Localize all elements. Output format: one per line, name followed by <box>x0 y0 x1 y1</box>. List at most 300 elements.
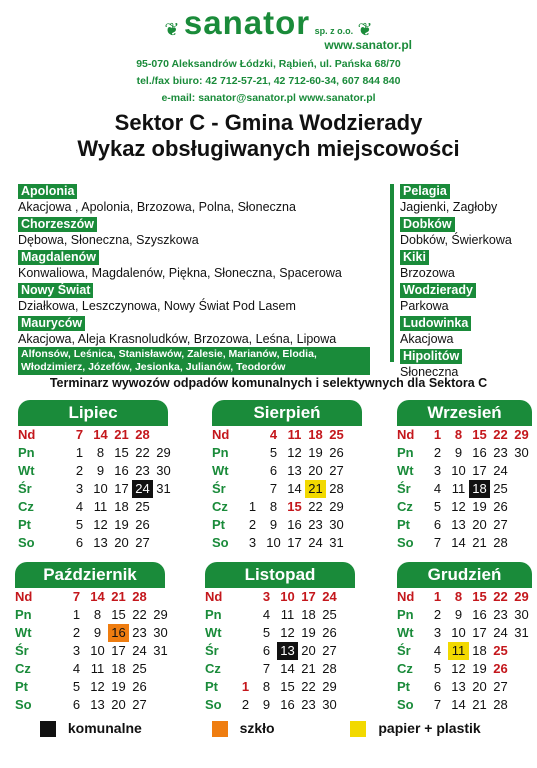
week-row <box>397 462 532 480</box>
day-cell: 1 <box>75 445 84 460</box>
legend-swatch <box>212 721 228 737</box>
day-name: Cz <box>15 661 31 676</box>
week-row <box>15 678 165 696</box>
day-name: Śr <box>212 481 226 496</box>
day-name: Śr <box>15 643 29 658</box>
day-name: Pt <box>397 517 410 532</box>
month-calendar <box>397 562 532 714</box>
legend-label: szkło <box>239 720 275 736</box>
day-cell: 3 <box>433 463 442 478</box>
day-cell: 26 <box>493 661 508 676</box>
day-cell: 22 <box>493 427 508 442</box>
day-name: Śr <box>205 643 219 658</box>
day-cell: 24 <box>132 480 153 498</box>
day-cell: 19 <box>111 679 126 694</box>
day-name: Pt <box>15 679 28 694</box>
day-cell: 16 <box>472 607 487 622</box>
day-cell: 29 <box>514 589 529 604</box>
week-row <box>212 534 362 552</box>
day-cell: 1 <box>241 679 250 694</box>
day-name: Śr <box>397 643 411 658</box>
day-cell: 15 <box>114 445 129 460</box>
day-cell: 24 <box>493 625 508 640</box>
locality-name: Hipolitów <box>400 349 462 364</box>
day-name: Cz <box>18 499 34 514</box>
day-cell: 17 <box>301 589 316 604</box>
day-cell: 16 <box>108 624 129 642</box>
month-name: Wrzesień <box>397 400 532 426</box>
month-grid <box>397 588 532 714</box>
day-name: So <box>397 535 414 550</box>
day-cell: 11 <box>287 427 302 442</box>
week-row <box>205 606 355 624</box>
day-cell: 27 <box>322 643 337 658</box>
day-cell: 20 <box>308 463 323 478</box>
locality-name: Dobków <box>400 217 455 232</box>
day-cell: 11 <box>448 642 469 660</box>
website-link[interactable]: www.sanator.pl <box>324 38 412 52</box>
day-name: Pn <box>212 445 229 460</box>
day-cell: 2 <box>248 517 257 532</box>
week-row <box>397 444 532 462</box>
day-name: Wt <box>397 625 414 640</box>
day-cell: 6 <box>433 517 442 532</box>
week-row <box>212 426 362 444</box>
day-cell: 9 <box>96 463 105 478</box>
day-cell: 9 <box>454 445 463 460</box>
day-cell: 8 <box>93 607 102 622</box>
day-name: Nd <box>205 589 223 604</box>
week-row <box>205 678 355 696</box>
week-row <box>397 480 532 498</box>
locality-streets: Akacjowa, Aleja Krasnoludków, Brzozowa, Leśna, Lipowa <box>18 332 337 346</box>
locality-name: Mauryców <box>18 316 85 331</box>
day-cell: 25 <box>322 607 337 622</box>
day-cell: 24 <box>132 643 147 658</box>
day-cell: 20 <box>111 697 126 712</box>
day-cell: 23 <box>493 607 508 622</box>
day-cell: 2 <box>433 445 442 460</box>
localities-right-list <box>400 182 530 380</box>
week-row <box>397 660 532 678</box>
legend-label: komunalne <box>67 720 142 736</box>
day-cell: 23 <box>493 445 508 460</box>
day-name: Wt <box>397 463 414 478</box>
month-calendar <box>18 400 171 552</box>
month-calendar <box>397 400 532 552</box>
day-cell: 28 <box>132 589 147 604</box>
day-name: Wt <box>212 463 229 478</box>
month-grid <box>18 426 171 552</box>
day-cell: 7 <box>433 697 442 712</box>
day-name: Wt <box>18 463 35 478</box>
day-cell: 28 <box>322 661 337 676</box>
day-cell: 20 <box>114 535 129 550</box>
day-cell: 16 <box>287 517 302 532</box>
day-cell: 2 <box>241 697 250 712</box>
day-cell: 4 <box>433 481 442 496</box>
day-name: So <box>205 697 222 712</box>
locality-streets: Działkowa, Leszczynowa, Nowy Świat Pod Lasem <box>18 299 296 313</box>
month-name: Październik <box>15 562 165 588</box>
day-name: Śr <box>18 481 32 496</box>
locality-streets: Słoneczna <box>400 365 459 379</box>
day-name: Pn <box>18 445 35 460</box>
week-row <box>397 516 532 534</box>
month-name: Sierpień <box>212 400 362 426</box>
day-cell: 1 <box>433 589 442 604</box>
day-cell: 6 <box>262 643 271 658</box>
day-cell: 14 <box>287 481 302 496</box>
day-cell: 21 <box>301 661 316 676</box>
day-cell: 27 <box>329 463 344 478</box>
day-cell: 25 <box>493 481 508 496</box>
day-cell: 1 <box>72 607 81 622</box>
day-cell: 25 <box>329 427 344 442</box>
legend-swatch <box>350 721 366 737</box>
day-name: So <box>18 535 35 550</box>
locality-name: Chorzeszów <box>18 217 97 232</box>
day-cell: 19 <box>114 517 129 532</box>
day-name: Pn <box>205 607 222 622</box>
day-cell: 18 <box>308 427 323 442</box>
day-cell: 10 <box>93 481 108 496</box>
day-cell: 12 <box>90 679 105 694</box>
day-name: Cz <box>205 661 221 676</box>
day-cell: 22 <box>301 679 316 694</box>
day-cell: 20 <box>472 679 487 694</box>
day-cell: 3 <box>248 535 257 550</box>
day-cell: 13 <box>287 463 302 478</box>
day-cell: 6 <box>75 535 84 550</box>
day-cell: 30 <box>322 697 337 712</box>
locality-item <box>18 215 370 248</box>
locality-name: Pelagia <box>400 184 450 199</box>
day-cell: 17 <box>287 535 302 550</box>
locality-item <box>18 248 370 281</box>
locality-item <box>18 281 370 314</box>
day-cell: 5 <box>269 445 278 460</box>
day-name: Wt <box>15 625 32 640</box>
company-email: e-mail: sanator@sanator.pl www.sanator.pl <box>161 92 376 104</box>
day-cell: 23 <box>308 517 323 532</box>
week-row <box>205 642 355 660</box>
locality-name: Magdalenów <box>18 250 99 265</box>
day-cell: 20 <box>301 643 316 658</box>
day-cell: 18 <box>472 643 487 658</box>
day-cell: 30 <box>514 607 529 622</box>
week-row <box>15 588 165 606</box>
week-row <box>15 606 168 624</box>
day-cell: 12 <box>280 625 295 640</box>
day-cell: 7 <box>72 589 81 604</box>
localities-block: Alfonsów, Leśnica, Stanisławów, Zalesie, Marianów, Elodia, Włodzimierz, Józefów, Jesionka, Julianów, Teodorów <box>18 347 370 375</box>
day-cell: 4 <box>75 499 84 514</box>
day-cell: 12 <box>93 517 108 532</box>
week-row <box>18 462 171 480</box>
month-calendar <box>15 562 168 714</box>
day-name: Pt <box>212 517 225 532</box>
week-row <box>15 642 168 660</box>
day-cell: 22 <box>132 607 147 622</box>
company-logo <box>0 4 537 42</box>
day-cell: 12 <box>287 445 302 460</box>
week-row <box>397 696 532 714</box>
week-row <box>397 642 532 660</box>
day-cell: 19 <box>472 499 487 514</box>
day-cell: 8 <box>96 445 105 460</box>
day-name: Pt <box>18 517 31 532</box>
day-cell: 26 <box>132 679 147 694</box>
locality-streets: Akacjowa <box>400 332 454 346</box>
day-cell: 3 <box>72 643 81 658</box>
day-name: Nd <box>397 427 415 442</box>
month-grid <box>397 426 532 552</box>
legend-swatch <box>40 721 56 737</box>
day-cell: 9 <box>93 625 102 640</box>
day-cell: 21 <box>111 589 126 604</box>
day-cell: 26 <box>322 625 337 640</box>
day-cell: 9 <box>454 607 463 622</box>
day-cell: 15 <box>472 589 487 604</box>
month-name: Grudzień <box>397 562 532 588</box>
day-name: So <box>397 697 414 712</box>
day-cell: 1 <box>433 427 442 442</box>
day-cell: 4 <box>262 607 271 622</box>
day-cell: 22 <box>135 445 150 460</box>
day-cell: 6 <box>72 697 81 712</box>
day-name: Pt <box>205 679 218 694</box>
day-cell: 14 <box>451 697 466 712</box>
day-cell: 21 <box>305 480 326 498</box>
locality-item <box>18 182 370 215</box>
leaf-icon: ❦ <box>164 19 180 40</box>
day-cell: 8 <box>262 679 271 694</box>
day-name: Nd <box>397 589 415 604</box>
week-row <box>18 534 168 552</box>
day-cell: 24 <box>308 535 323 550</box>
day-cell: 12 <box>451 661 466 676</box>
day-cell: 28 <box>329 481 344 496</box>
day-name: Pn <box>397 445 414 460</box>
day-name: Wt <box>205 625 222 640</box>
locality-item <box>400 248 530 281</box>
week-row <box>15 624 168 642</box>
day-cell: 21 <box>472 697 487 712</box>
day-cell: 14 <box>90 589 105 604</box>
week-row <box>15 660 165 678</box>
week-row <box>397 498 532 516</box>
day-cell: 13 <box>277 642 298 660</box>
day-cell: 12 <box>451 499 466 514</box>
day-cell: 28 <box>493 535 508 550</box>
day-cell: 23 <box>301 697 316 712</box>
locality-item <box>400 182 530 215</box>
day-cell: 10 <box>266 535 281 550</box>
localities-left-list <box>18 182 370 375</box>
day-cell: 31 <box>156 481 171 496</box>
week-row <box>205 588 355 606</box>
day-cell: 10 <box>451 463 466 478</box>
week-row <box>18 498 168 516</box>
day-cell: 16 <box>472 445 487 460</box>
day-cell: 14 <box>451 535 466 550</box>
day-name: Cz <box>397 661 413 676</box>
day-cell: 23 <box>135 463 150 478</box>
day-cell: 2 <box>72 625 81 640</box>
day-cell: 17 <box>472 625 487 640</box>
day-cell: 29 <box>156 445 171 460</box>
day-name: So <box>212 535 229 550</box>
day-cell: 25 <box>132 661 147 676</box>
day-cell: 17 <box>114 481 129 496</box>
day-cell: 18 <box>114 499 129 514</box>
day-cell: 17 <box>472 463 487 478</box>
locality-name: Ludowinka <box>400 316 471 331</box>
day-name: Cz <box>212 499 228 514</box>
week-row <box>397 624 532 642</box>
locality-item <box>400 281 530 314</box>
locality-name: Nowy Świat <box>18 283 93 298</box>
day-cell: 25 <box>135 499 150 514</box>
day-cell: 28 <box>135 427 150 442</box>
day-cell: 30 <box>329 517 344 532</box>
day-cell: 27 <box>135 535 150 550</box>
week-row <box>205 660 355 678</box>
day-cell: 8 <box>454 589 463 604</box>
day-cell: 28 <box>493 697 508 712</box>
day-cell: 14 <box>93 427 108 442</box>
day-cell: 20 <box>472 517 487 532</box>
day-cell: 16 <box>114 463 129 478</box>
day-cell: 11 <box>451 481 466 496</box>
week-row <box>397 606 532 624</box>
schedule-title: Terminarz wywozów odpadów komunalnych i selektywnych dla Sektora C <box>49 376 488 390</box>
week-row <box>212 516 362 534</box>
day-cell: 27 <box>132 697 147 712</box>
day-cell: 5 <box>262 625 271 640</box>
page-subtitle: Wykaz obsługiwanych miejscowości <box>77 136 460 161</box>
day-name: So <box>15 697 32 712</box>
month-grid <box>205 588 355 714</box>
week-row <box>18 516 168 534</box>
day-cell: 26 <box>493 499 508 514</box>
day-cell: 7 <box>262 661 271 676</box>
week-row <box>212 480 362 498</box>
day-name: Pn <box>15 607 32 622</box>
locality-name: Kiki <box>400 250 429 265</box>
week-row <box>212 498 362 516</box>
locality-streets: Jagienki, Zagłoby <box>400 200 498 214</box>
locality-streets: Konwaliowa, Magdalenów, Piękna, Słoneczna, Spacerowa <box>18 266 342 280</box>
day-cell: 26 <box>329 445 344 460</box>
day-cell: 25 <box>493 643 508 658</box>
day-cell: 26 <box>135 517 150 532</box>
day-cell: 27 <box>493 517 508 532</box>
day-cell: 30 <box>156 463 171 478</box>
day-cell: 9 <box>262 697 271 712</box>
day-cell: 27 <box>493 679 508 694</box>
logo-text: sanator <box>183 4 311 41</box>
week-row <box>205 696 355 714</box>
day-cell: 22 <box>493 589 508 604</box>
day-cell: 5 <box>72 679 81 694</box>
day-cell: 19 <box>301 625 316 640</box>
day-cell: 7 <box>269 481 278 496</box>
week-row <box>397 588 532 606</box>
day-cell: 8 <box>269 499 278 514</box>
locality-item <box>400 215 530 248</box>
locality-streets: Brzozowa <box>400 266 455 280</box>
week-row <box>212 444 362 462</box>
day-cell: 10 <box>451 625 466 640</box>
day-cell: 15 <box>472 427 487 442</box>
week-row <box>15 696 165 714</box>
month-grid <box>15 588 168 714</box>
day-cell: 4 <box>433 643 442 658</box>
day-cell: 14 <box>280 661 295 676</box>
day-cell: 4 <box>269 427 278 442</box>
locality-name: Apolonia <box>18 184 77 199</box>
day-cell: 10 <box>280 589 295 604</box>
divider <box>390 184 394 362</box>
day-cell: 6 <box>269 463 278 478</box>
day-cell: 30 <box>153 625 168 640</box>
day-cell: 7 <box>433 535 442 550</box>
day-cell: 29 <box>514 427 529 442</box>
day-name: Nd <box>212 427 230 442</box>
locality-streets: Akacjowa , Apolonia, Brzozowa, Polna, Słoneczna <box>18 200 296 214</box>
locality-streets: Dębowa, Słoneczna, Szyszkowa <box>18 233 199 247</box>
day-cell: 13 <box>451 517 466 532</box>
week-row <box>397 678 532 696</box>
day-cell: 3 <box>433 625 442 640</box>
day-cell: 1 <box>248 499 257 514</box>
day-cell: 31 <box>153 643 168 658</box>
day-cell: 3 <box>262 589 271 604</box>
day-name: Nd <box>15 589 33 604</box>
day-cell: 29 <box>329 499 344 514</box>
legend <box>40 720 520 737</box>
day-cell: 29 <box>153 607 168 622</box>
week-row <box>18 444 171 462</box>
day-cell: 24 <box>322 589 337 604</box>
logo-subtext: sp. z o.o. <box>314 26 354 36</box>
day-cell: 22 <box>308 499 323 514</box>
company-address: 95-070 Aleksandrów Łódzki, Rąbień, ul. Pańska 68/70 <box>136 58 401 70</box>
day-cell: 13 <box>90 697 105 712</box>
day-cell: 3 <box>75 481 84 496</box>
day-cell: 5 <box>75 517 84 532</box>
month-calendar <box>212 400 362 552</box>
locality-streets: Dobków, Świerkowa <box>400 233 512 247</box>
day-cell: 21 <box>472 535 487 550</box>
day-cell: 13 <box>93 535 108 550</box>
day-cell: 11 <box>280 607 295 622</box>
day-cell: 11 <box>90 661 105 676</box>
day-cell: 9 <box>269 517 278 532</box>
day-cell: 21 <box>114 427 129 442</box>
month-calendar <box>205 562 355 714</box>
company-phones: tel./fax biuro: 42 712-57-21, 42 712-60-34, 607 844 840 <box>136 75 401 87</box>
day-cell: 31 <box>514 625 529 640</box>
day-name: Pn <box>397 607 414 622</box>
day-name: Śr <box>397 481 411 496</box>
day-name: Cz <box>397 499 413 514</box>
day-cell: 7 <box>75 427 84 442</box>
day-cell: 19 <box>308 445 323 460</box>
day-name: Nd <box>18 427 36 442</box>
